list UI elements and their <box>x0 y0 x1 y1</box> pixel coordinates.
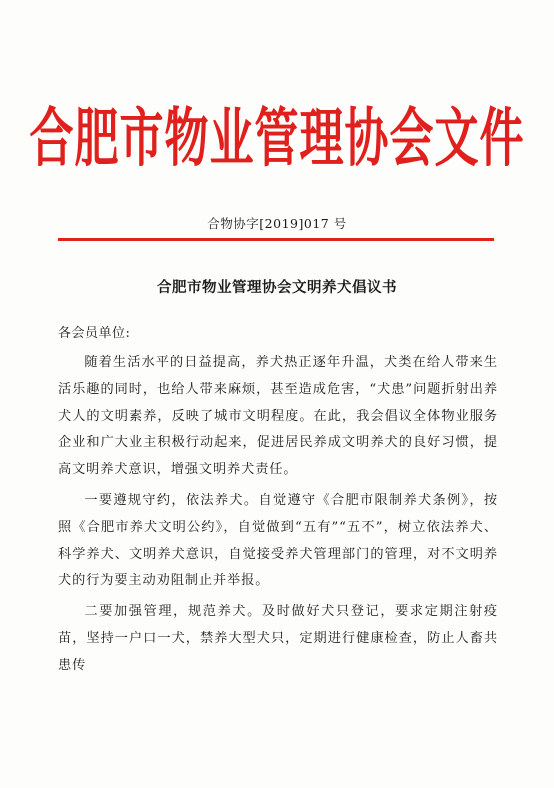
document-body <box>58 350 498 684</box>
org-header-title: 合肥市物业管理协会文件 <box>29 101 525 176</box>
salutation: 各会员单位: <box>58 326 131 341</box>
paragraph-point-two: 二要加强管理，规范养犬。及时做好犬只登记，要求定期注射疫苗，坚持一户口一犬，禁养大型犬只，定期进行健康检查，防止人畜共患传 <box>58 604 498 673</box>
document-title: 合肥市物业管理协会文明养犬倡议书 <box>157 280 397 296</box>
paragraph-point-one: 一要遵规守约，依法养犬。自觉遵守《合肥市限制养犬条例》，按照《合肥市养犬文明公约》，自觉做到“五有”“五不”，树立依法养犬、科学养犬、文明养犬意识，自觉接受养犬管理部门的管理，对不文明养犬的行为要主动劝阻制止并举报。 <box>58 492 498 589</box>
paragraph-intro: 随着生活水平的日益提高，养犬热正逐年升温，犬类在给人带来生活乐趣的同时，也给人带来麻烦，甚至造成危害，“犬患”问题折射出养犬人的文明素养，反映了城市文明程度。在此，我会倡议全体物业服务企业和广大业主积极行动起来，促进居民养成文明养犬的良好习惯，提高文明养犬意识，增强文明养犬责任。 <box>58 355 498 478</box>
document-number: 合物协字[2019]017 号 <box>207 216 347 231</box>
red-divider-line <box>58 238 494 241</box>
